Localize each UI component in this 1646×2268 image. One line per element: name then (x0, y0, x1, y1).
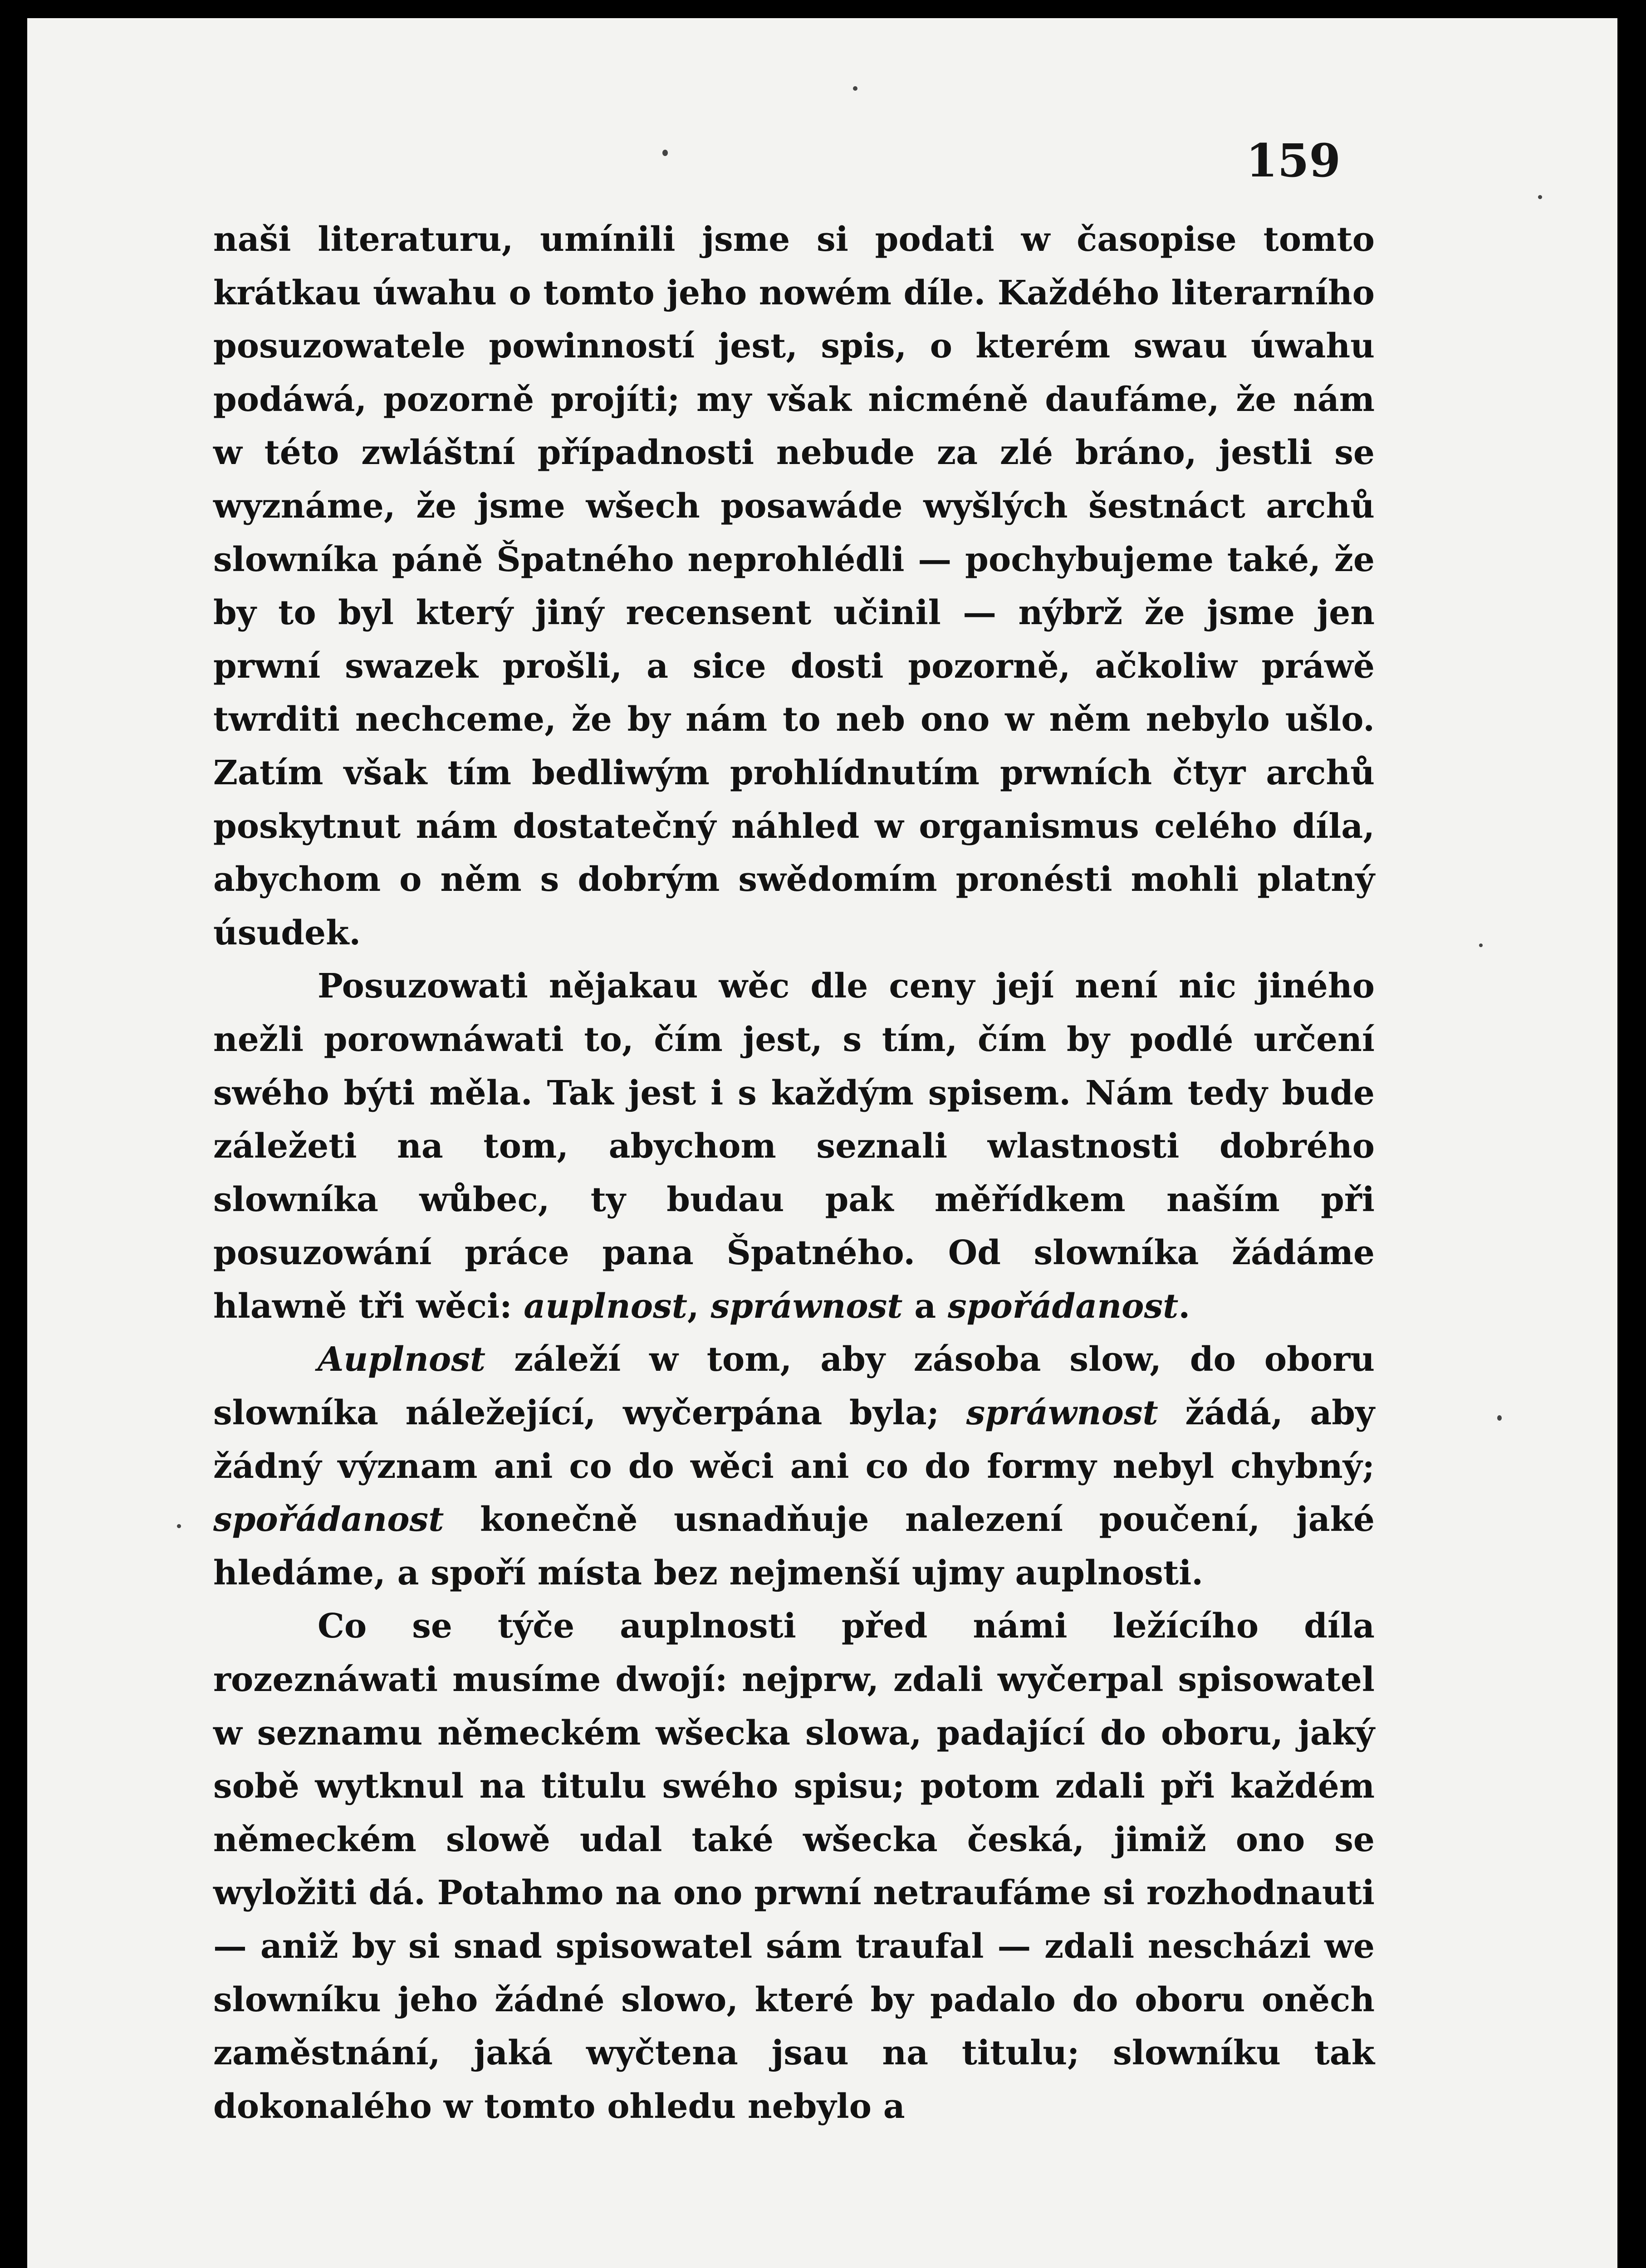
text-run: záleží w tom, aby zásoba slow, do oboru slowníka náležející, wyčerpána byla; (213, 1340, 1375, 1433)
text-run: naši literaturu, umínili jsme si podati w časopise tomto krátkau úwahu o tomto jeho nowém díle. Každého literarního posuzowatele powinností jest, spis, o kterém swau úwahu podáwá, pozorně projíti; my však nicméně daufáme, že nám w této zwláštní případnosti nebude za zlé bráno, jestli se wyznáme, že jsme wšech posawáde wyšlých šestnáct archů slowníka páně Špatného neprohlédli — pochybujeme také, že by to byl který jiný recensent učinil — nýbrž že jsme jen prwní swazek prošli, a sice dosti pozorně, ačkoliw práwě twrditi nechceme, že by nám to neb ono w něm nebylo ušlo. Zatím však tím bedliwým prohlídnutím prwních čtyr archů poskytnut nám dostatečný náhled w organismus celého díla, abychom o něm s dobrým swědomím pronésti mohli platný úsudek. (213, 220, 1375, 953)
paragraph (213, 213, 1375, 960)
text-run: a (902, 1286, 948, 1326)
scan-speck (1497, 1415, 1502, 1421)
scan-speck (1538, 195, 1542, 199)
scan-speck (1479, 943, 1483, 947)
book-page (27, 18, 1617, 2268)
text-run: konečně usnadňuje nalezení poučení, jaké hledáme, a spoří místa bez nejmenší ujmy auplnosti. (213, 1500, 1375, 1593)
text-run: , (687, 1286, 711, 1326)
text-run: žádá, aby žádný význam ani co do wěci ani co do formy nebyl chybný; (213, 1393, 1375, 1486)
text-run: Co se týče auplnosti před námi ležícího díla rozeznáwati musíme dwojí: nejprw, zdali wyčerpal spisowatel w seznamu německém wšecka slowa, padající do oboru, jaký sobě wytknul na titulu swého spisu; potom zdali při každém německém slowě udal také wšecka česká, jimiž ono se wyložiti dá. Potahmo na ono prwní netraufáme si rozhodnauti — aniž by si snad spisowatel sám traufal — zdali nescházi we slowníku jeho žádné slowo, které by padalo do oboru oněch zaměstnání, jaká wyčtena jsau na titulu; slowníku tak dokonalého w tomto ohledu nebylo a (213, 1607, 1375, 2126)
text-run: Posuzowati nějakau wěc dle ceny její není nic jiného nežli porownáwati to, čím jest, s tím, čím by podlé určení swého býti měla. Tak jest i s každým spisem. Nám tedy bude záležeti na tom, abychom seznali wlastnosti dobrého slowníka wůbec, ty budau pak měřídkem naším při posuzowání práce pana Špatného. Od slowníka žádáme hlawně tři wěci: (213, 967, 1375, 1326)
emphasized-term: auplnost (524, 1286, 687, 1326)
scan-speck (662, 150, 668, 156)
emphasized-term: spořádanost (213, 1500, 444, 1540)
scan-speck (853, 86, 857, 91)
paragraph (213, 1600, 1375, 2133)
text-body (213, 213, 1375, 2133)
paragraph (213, 1333, 1375, 1600)
emphasized-term: spráwnost (966, 1393, 1158, 1433)
emphasized-term: spořádanost (947, 1286, 1179, 1326)
paragraph (213, 960, 1375, 1333)
scan-speck (177, 1524, 181, 1528)
emphasized-term: spráwnost (710, 1286, 903, 1326)
page-number: 159 (1246, 134, 1341, 187)
emphasized-term: Auplnost (318, 1340, 486, 1379)
text-run: . (1178, 1286, 1190, 1326)
